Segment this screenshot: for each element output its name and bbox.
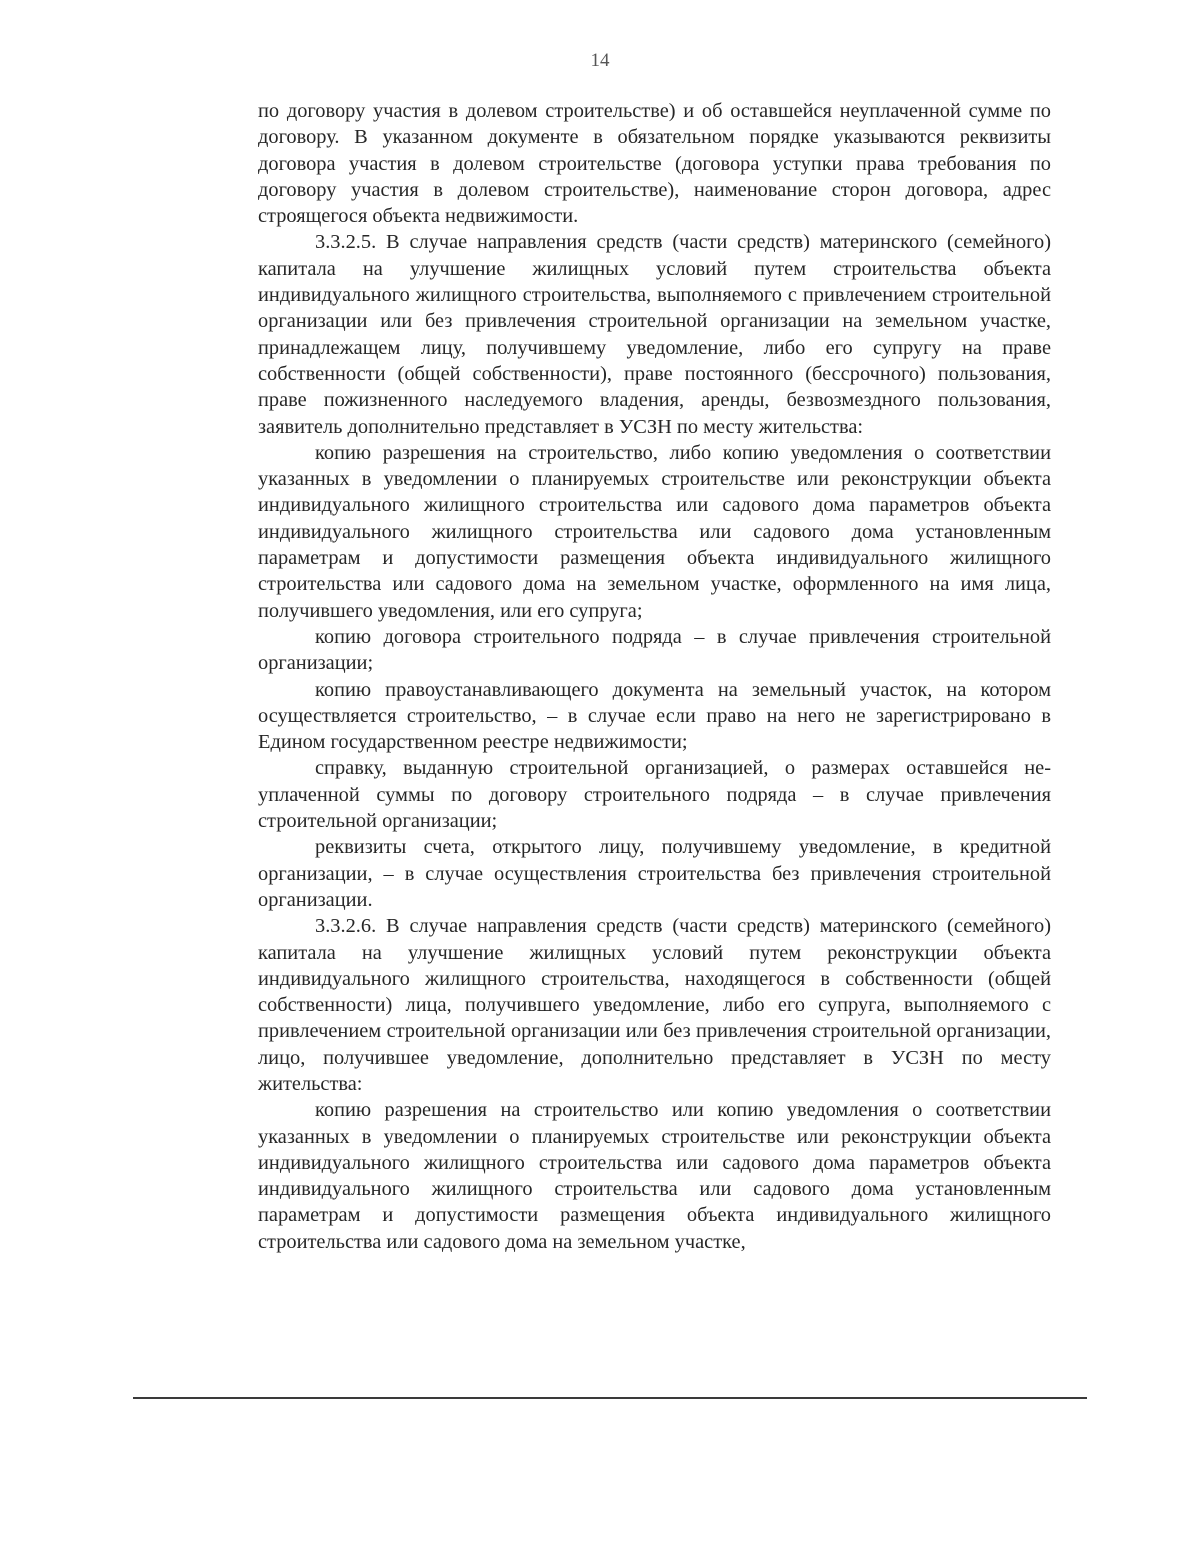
paragraph-3-3-2-5: 3.3.2.5. В случае направления средств (части средств) материнского (семейного) капитала на улучшение жилищных условий путем строительства объекта индивидуального жилищного строительства, выполняемого с привлечением строительной организации или без привлечения строительной организации на земельном участке, принадлежащем лицу, получившему уведомление, либо его супругу на праве собственности (общей собственности), праве постоянного (бессрочного) пользования, праве пожизненного наследуемого владения, аренды, безвозмездного пользования, заявитель дополнительно представляет в УСЗН по месту жительства: (258, 231, 1051, 438)
paragraph-permit-copy: копию разрешения на строительство, либо копию уведомления о соответствии указанных в уведомлении о планируемых строительстве или реконструкции объекта индивидуального жилищного строительства или садового дома параметров объекта индивидуального жилищного строительства или садового дома установленным параметрам и допустимости размещения объекта индивидуального жилищного строительства или садового дома на земельном участке, оформленного на имя лица, получившего уведомления, или его супруга; (258, 441, 1051, 622)
paragraph-contract-copy: копию договора строительного подряда – в случае привлечения строительной организации; (258, 625, 1051, 675)
page-number: 14 (590, 50, 610, 71)
paragraph-3-3-2-6: 3.3.2.6. В случае направления средств (части средств) материнского (семейного) капитала на улучшение жилищных условий путем реконструкции объекта индивидуального жилищного строительства, находящегося в собственности (общей собственности) лица, получившего уведомление, либо его супруга, выполняемого с привлечением строительной организации или без привлечения строительной организации, лицо, получившее уведомление, дополнительно представляет в УСЗН по месту жительства: (258, 915, 1051, 1095)
document-body (258, 98, 1051, 1255)
paragraph-balance-certificate: справку, выданную строительной организацией, о размерах оставшейся неуплаченной суммы по договору строительного подряда – в случае привлечения строительной организации; (258, 757, 1051, 833)
paragraph-continuation: по договору участия в долевом строительстве) и об оставшейся неуплаченной сумме по договору. В указанном документе в обязательном порядке указываются реквизиты договора участия в долевом строительстве (договора уступки права требования по договору участия в долевом строительстве), наименование сторон договора, адрес строящегося объекта недвижимости. (258, 100, 1051, 228)
paragraph-account-details: реквизиты счета, открытого лицу, получившему уведомление, в кредитной организации, – в случае осуществления строительства без привлечения строительной организации. (258, 836, 1051, 911)
paragraph-permit-copy-reconstruction: копию разрешения на строительство или копию уведомления о соответствии указанных в уведомлении о планируемых строительстве или реконструкции объекта индивидуального жилищного строительства или садового дома параметров объекта индивидуального жилищного строительства или садового дома установленным параметрам и допустимости размещения объекта индивидуального жилищного строительства или садового дома на земельном участке, (258, 1099, 1051, 1253)
footer-divider (133, 1397, 1087, 1399)
paragraph-land-document: копию правоустанавливающего документа на земельный участок, на котором осуществляется строительство, – в случае если право на него не зарегистрировано в Едином государственном реестре недвижимости; (258, 678, 1051, 754)
